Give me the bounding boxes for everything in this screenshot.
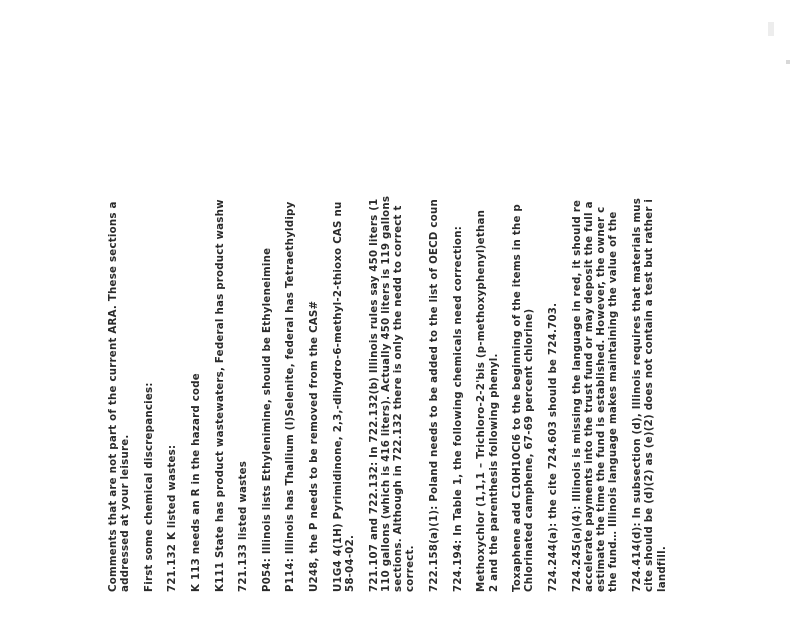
text-line: P054: Illinois lists Ethylenimine, should be Ethyleneimine: [261, 247, 273, 592]
text-line: 110 gallons (which is 416 liters). Actually 450 liters is 119 gallons: [380, 195, 392, 592]
text-line: Chlorinated camphene, 67-69 percent chlorine): [524, 308, 536, 592]
text-line: Comments that are not part of the current ARA. These sections a: [108, 201, 119, 592]
paragraph-gap: [251, 32, 262, 592]
text-line: K 113 needs an R in the hazard code: [191, 373, 203, 592]
text-line: 721.133 listed wastes: [238, 460, 250, 592]
text-line: 58-04-02.: [344, 534, 356, 592]
text-line: 724.245(a)(4): Illinois is missing the language in red, it should re: [571, 199, 583, 592]
text-line: accelerate payments into the trust fund or may deposit the full a: [583, 201, 595, 592]
text-line: P114: Illinois has Thallium (I)Selenite, federal has Tetraethyldipy: [285, 201, 297, 592]
text-line: addressed at your leisure.: [120, 434, 132, 592]
document-body: [108, 32, 669, 592]
text-line: 724.414(d): In subsection (d), Illinois requires that materials mus: [632, 197, 644, 592]
text-line: estimate the time the fund is established. However, the owner c: [596, 206, 608, 592]
paragraph-gap: [180, 32, 191, 592]
paragraph-gap: [298, 32, 309, 592]
paragraph-gap: [537, 32, 548, 592]
scan-artifact: [768, 22, 774, 36]
paragraph-gap: [203, 32, 214, 592]
text-line: 721.107 and 722.132: In 722.132(b) Illinois rules say 450 liters (1: [368, 198, 380, 592]
text-line: sections. Although in 722.132 there is only the nedd to correct t: [393, 205, 405, 592]
text-line: U248, the P needs to be removed from the CAS#: [309, 300, 321, 592]
paragraph-gap: [357, 32, 368, 592]
paragraph-gap: [418, 32, 429, 592]
text-line: 722.158(a)(1): Poland needs to be added to the list of OECD coun: [429, 199, 441, 592]
text-line: 721.132 K listed wastes:: [167, 444, 179, 592]
paragraph-gap: [441, 32, 452, 592]
text-line: correct.: [405, 545, 417, 592]
paragraph-gap: [560, 32, 571, 592]
text-line: the fund… Illinois language makes maintaining the value of the: [608, 211, 620, 592]
paragraph-gap: [621, 32, 632, 592]
paragraph-gap: [274, 32, 285, 592]
text-line: landfill.: [656, 546, 668, 592]
text-line: K111 State has product wastewaters, Federal has product washw: [214, 199, 226, 592]
text-line: Toxaphene add C10H10Cl6 to the beginning of the items in the p: [512, 204, 524, 592]
paragraph-gap: [501, 32, 512, 592]
text-line: cite should be (d)(2) as (e)(2) does not contain a test but rather i: [644, 198, 656, 592]
text-line: 2 and the parenthesis following phenyl.: [488, 353, 500, 592]
paragraph-gap: [321, 32, 332, 592]
paragraph-gap: [133, 32, 144, 592]
paragraph-gap: [465, 32, 476, 592]
text-line: 724.194: In Table 1, the following chemicals need correction:: [452, 225, 464, 592]
scan-artifact: [786, 60, 790, 64]
text-line: Methoxychlor (1,1,1 – Trichloro-2-2'bis (p-methoxyphenyl)ethan: [476, 209, 488, 592]
text-line: U1G4 4(1H) Pyrimidinone, 2,3,-dihydro-6-methyl-2-thioxo CAS nu: [332, 201, 344, 592]
text-line: First some chemical discrepancies:: [143, 382, 155, 592]
paragraph-gap: [156, 32, 167, 592]
text-line: 724.244(a): the cite 724.603 should be 724.703.: [547, 302, 559, 592]
paragraph-gap: [227, 32, 238, 592]
